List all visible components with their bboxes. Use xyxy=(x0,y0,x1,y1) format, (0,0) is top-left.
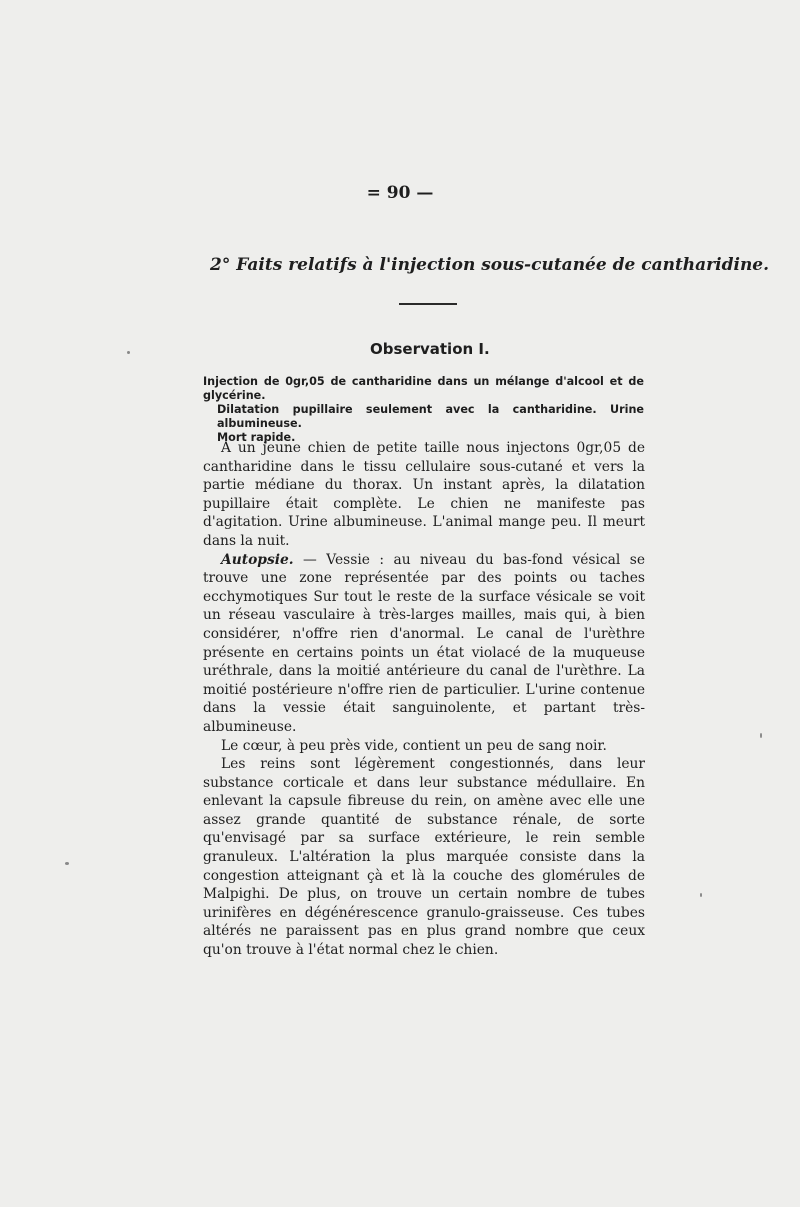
autopsy-label: Autopsie. xyxy=(221,551,294,568)
observation-summary xyxy=(203,375,644,445)
paragraph: Les reins sont légèrement congestionnés, dans leur substance corticale et dans leur substance médullaire. En enlevant la capsule fibreuse du rein, on amène avec elle une assez grande quantité de substance rénale, de sorte qu'envisagé par sa surface extérieure, le rein semble granuleux. L'altération la plus marquée consiste dans la congestion atteignant çà et là la couche des glomérules de Malpighi. De plus, on trouve un certain nombre de tubes urinifères en dégénérescence granulo-graisseuse. Ces tubes altérés ne paraissent pas en plus grand nombre que ceux qu'on trouve à l'état normal chez le chien. xyxy=(203,756,645,959)
paper-speck xyxy=(700,893,702,897)
observation-title: Observation I. xyxy=(370,340,490,358)
title-divider xyxy=(399,303,457,305)
summary-line: Injection de 0gr,05 de cantharidine dans un mélange d'alcool et de glycérine. xyxy=(203,375,644,402)
summary-line: Dilatation pupillaire seulement avec la cantharidine. Urine albumineuse. xyxy=(217,403,644,430)
observation-body xyxy=(203,439,645,960)
section-title: 2° Faits relatifs à l'injection sous-cutanée de cantharidine. xyxy=(210,255,770,275)
page-number: = 90 — xyxy=(366,183,434,203)
summary-line: Mort rapide. xyxy=(217,431,296,444)
paragraph: A un jeune chien de petite taille nous injectons 0gr,05 de cantharidine dans le tissu cellulaire sous-cutané et vers la partie médiane du thorax. Un instant après, la dilatation pupillaire était complète. Le chien ne manifeste pas d'agitation. Urine albumineuse. L'animal mange peu. Il meurt dans la nuit. xyxy=(203,440,645,549)
paragraph: Le cœur, à peu près vide, contient un peu de sang noir. xyxy=(221,737,607,754)
paragraph-autopsy-text: — Vessie : au niveau du bas-fond vésical se trouve une zone représentée par des points ou taches ecchymotiques Sur tout le reste de la surface vésicale se voit un réseau vasculaire à très-larges mailles, mais qui, à bien considérer, n'offre rien d'anormal. Le canal de l'urèthre présente en certains points un état violacé de la muqueuse uréthrale, dans la moitié antérieure du canal de l'urèthre. La moitié postérieure n'offre rien de particulier. L'urine contenue dans la vessie était sanguinolente, et partant très-albumineuse. xyxy=(203,551,645,735)
paragraph-autopsy xyxy=(203,551,645,737)
paper-speck xyxy=(65,862,69,865)
paper-speck xyxy=(760,733,762,738)
paper-speck xyxy=(127,351,130,354)
